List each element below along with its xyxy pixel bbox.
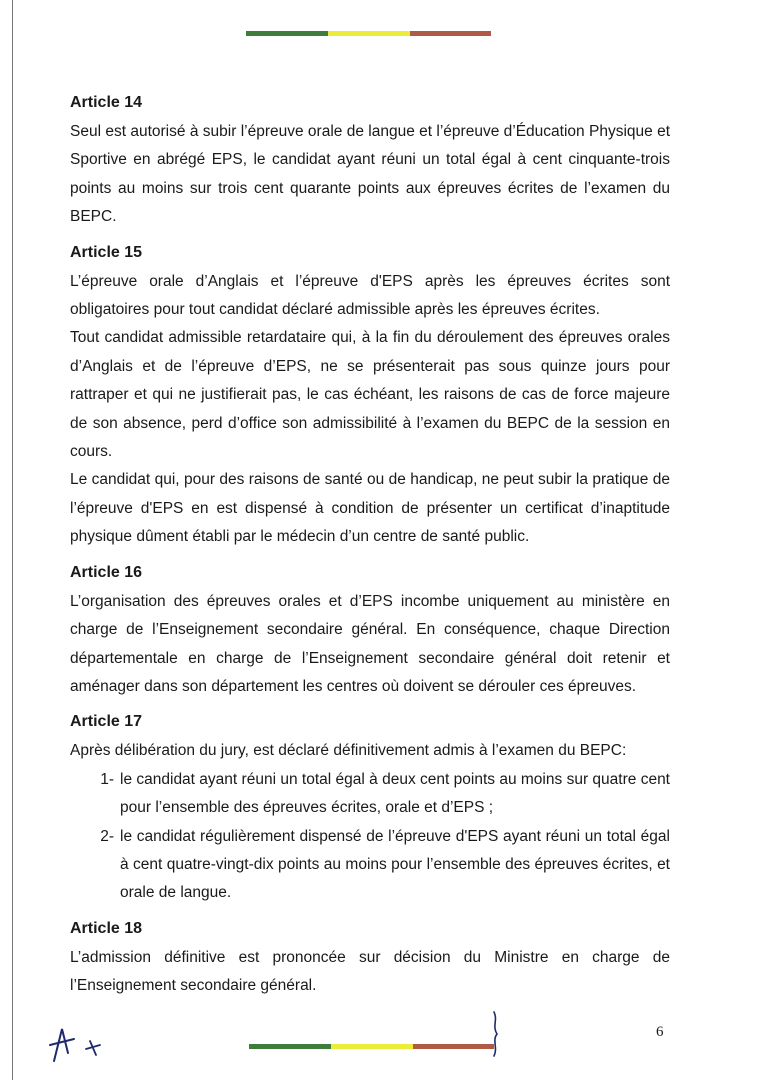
list-item	[70, 823, 670, 908]
document-body	[70, 92, 670, 1011]
list-item	[70, 766, 670, 823]
flag-red-segment	[410, 31, 491, 36]
flag-green-segment	[246, 31, 328, 36]
article-paragraph: Tout candidat admissible retardataire qui, à la fin du déroulement des épreuves orales d’Anglais et de l’épreuve d’EPS, ne se présenterait pas sous quinze jours pour rattraper et qui ne justifierait pas, le cas échéant, les raisons de cas de force majeure de son absence, perd d’office son admissibilité à l’examen du BEPC de la session en cours.	[70, 329, 670, 461]
handwritten-brace-mark	[488, 1010, 504, 1058]
scan-edge-line	[12, 0, 13, 1080]
article-14	[70, 92, 670, 232]
article-17	[70, 711, 670, 907]
admission-conditions-list	[70, 766, 670, 908]
article-heading: Article 17	[70, 713, 143, 731]
list-item-text: le candidat régulièrement dispensé de l’épreuve d'EPS ayant réuni un total égal à cent quatre-vingt-dix points au moins pour l’ensemble des épreuves écrites, et orale de langue.	[120, 827, 670, 902]
list-item-number: 2-	[100, 827, 114, 845]
article-heading: Article 14	[70, 94, 143, 111]
article-heading: Article 15	[70, 243, 143, 261]
list-item-number: 1-	[100, 770, 114, 788]
article-heading: Article 18	[70, 919, 143, 937]
article-paragraph: L’admission définitive est prononcée sur décision du Ministre en charge de l’Enseignement secondaire général.	[70, 948, 670, 995]
article-15	[70, 242, 670, 552]
article-paragraph: L’organisation des épreuves orales et d’EPS incombe uniquement au ministère en charge de l’Enseignement secondaire général. En conséquence, chaque Direction départementale en charge de l’Enseignement secondaire général doit retenir et aménager dans son département les centres où doivent se dérouler ces épreuves.	[70, 592, 670, 695]
article-heading: Article 16	[70, 563, 143, 581]
list-item-text: le candidat ayant réuni un total égal à deux cent points au moins sur quatre cent pour l’ensemble des épreuves écrites, orale et d’EPS ;	[120, 770, 670, 817]
article-paragraph: L’épreuve orale d’Anglais et l’épreuve d'EPS après les épreuves écrites sont obligatoires pour tout candidat déclaré admissible après les épreuves écrites.	[70, 272, 670, 319]
flag-yellow-segment	[328, 31, 410, 36]
article-paragraph: Seul est autorisé à subir l’épreuve orale de langue et l’épreuve d’Éducation Physique et Sportive en abrégé EPS, le candidat ayant réuni un total égal à cent cinquante-trois points au moins sur trois cent quarante points aux épreuves écrites de l’examen du BEPC.	[70, 123, 670, 226]
article-16	[70, 562, 670, 702]
flag-green-segment	[249, 1044, 331, 1049]
flag-stripe-top	[246, 31, 491, 36]
handwritten-initials	[40, 1023, 120, 1065]
page-number: 6	[656, 1024, 664, 1040]
article-intro: Après délibération du jury, est déclaré définitivement admis à l’examen du BEPC:	[70, 742, 627, 760]
article-paragraph: Le candidat qui, pour des raisons de santé ou de handicap, ne peut subir la pratique de l’épreuve d'EPS en est dispensé à condition de présenter un certificat d’inaptitude physique dûment établi par le médecin d’un centre de santé public.	[70, 471, 670, 546]
article-18	[70, 918, 670, 1001]
flag-yellow-segment	[331, 1044, 413, 1049]
flag-stripe-bottom	[249, 1044, 494, 1049]
flag-red-segment	[413, 1044, 494, 1049]
